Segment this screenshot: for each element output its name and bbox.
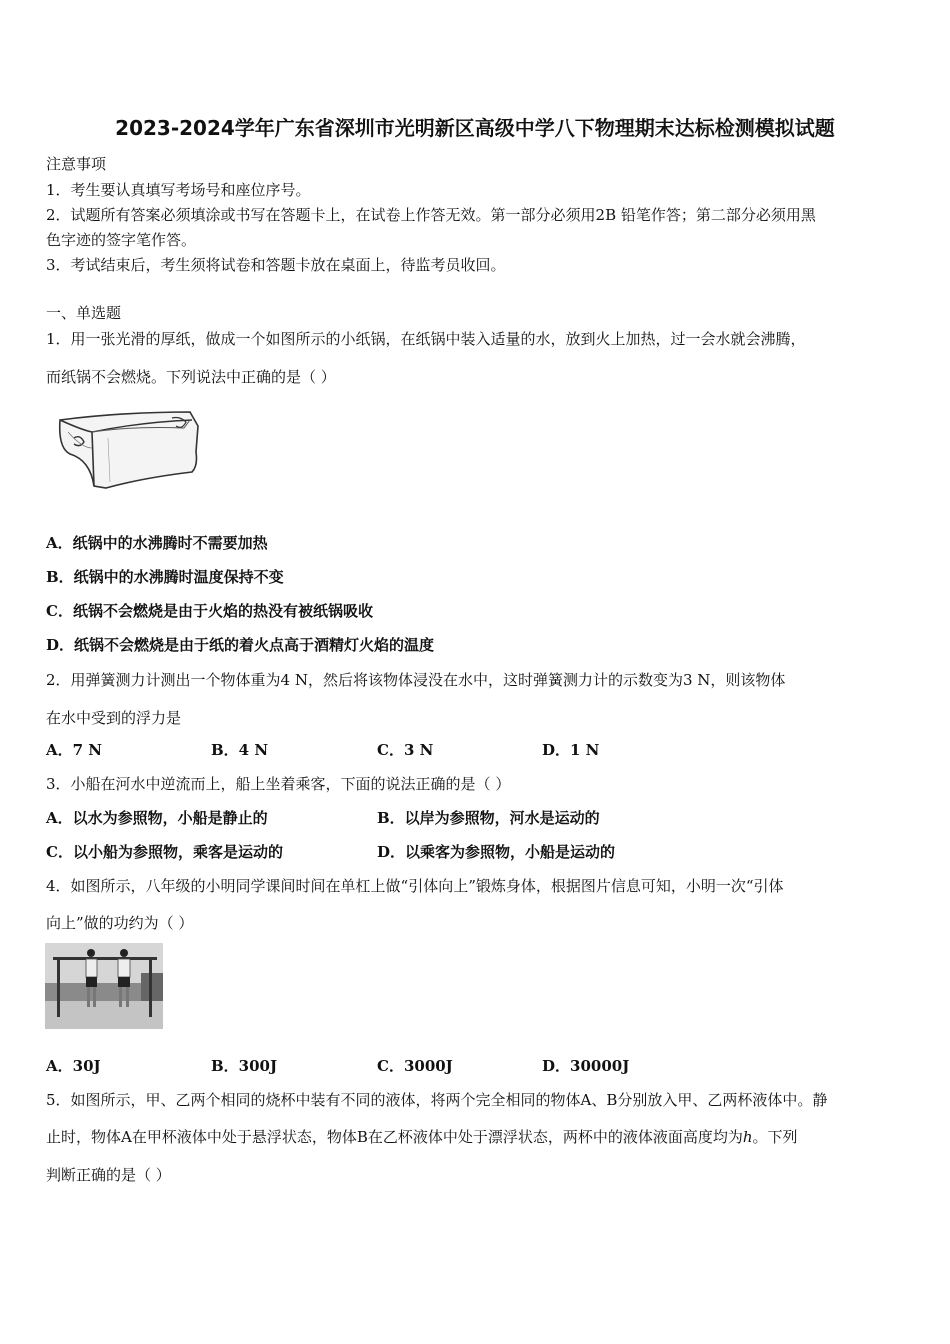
question-4-option-b: B．300J [211, 1057, 278, 1075]
question-2-option-b: B．4 N [211, 741, 269, 759]
section-heading: 一、单选题 [46, 304, 122, 322]
notice-item: 2．试题所有答案必须填涂或书写在答题卡上，在试卷上作答无效。第一部分必须用2B 铅笔作答；第二部分必须用黑 [46, 206, 816, 224]
question-3-option-a: A．以水为参照物，小船是静止的 [46, 809, 268, 827]
paper-pot-figure [52, 408, 204, 492]
question-4-option-d: D．30000J [542, 1057, 630, 1075]
question-1-option-c: C．纸锅不会燃烧是由于火焰的热没有被纸锅吸收 [46, 602, 373, 620]
pull-up-photo [45, 943, 163, 1029]
question-3-option-c: C．以小船为参照物，乘客是运动的 [46, 843, 283, 861]
question-3-option-d: D．以乘客为参照物，小船是运动的 [377, 843, 616, 861]
notice-item: 3．考试结束后，考生须将试卷和答题卡放在桌面上，待监考员收回。 [46, 256, 506, 274]
question-5-text: 判断正确的是（ ） [46, 1166, 171, 1184]
question-5-text-part: 。下列 [752, 1128, 798, 1146]
page-title: 2023-2024学年广东省深圳市光明新区高级中学八下物理期末达标检测模拟试题 [115, 116, 835, 140]
notice-item: 1．考生要认真填写考场号和座位序号。 [46, 181, 311, 199]
question-1-text: 而纸锅不会燃烧。下列说法中正确的是（ ） [46, 368, 336, 386]
question-4-text: 4．如图所示，八年级的小明同学课间时间在单杠上做“引体向上”锻炼身体，根据图片信息可知，小明一次“引体 [46, 877, 784, 895]
question-1-text: 1．用一张光滑的厚纸，做成一个如图所示的小纸锅，在纸锅中装入适量的水，放到火上加热，过一会水就会沸腾， [46, 330, 806, 348]
height-variable: h [742, 1128, 753, 1146]
notice-heading: 注意事项 [46, 155, 107, 173]
question-3-option-b: B．以岸为参照物，河水是运动的 [377, 809, 600, 827]
question-1-option-a: A．纸锅中的水沸腾时不需要加热 [46, 534, 268, 552]
notice-item: 色字迹的签字笔作答。 [46, 231, 197, 249]
question-4-option-c: C．3000J [377, 1057, 453, 1075]
question-5-text [46, 1126, 798, 1147]
question-1-option-b: B．纸锅中的水沸腾时温度保持不变 [46, 568, 284, 586]
question-2-option-c: C．3 N [377, 741, 434, 759]
question-2-text: 2．用弹簧测力计测出一个物体重为4 N，然后将该物体浸没在水中，这时弹簧测力计的示数变为3 N，则该物体 [46, 671, 786, 689]
question-3-text: 3．小船在河水中逆流而上，船上坐着乘客，下面的说法正确的是（ ） [46, 775, 511, 793]
question-1-option-d: D．纸锅不会燃烧是由于纸的着火点高于酒精灯火焰的温度 [46, 636, 435, 654]
question-4-text: 向上”做的功约为（ ） [46, 914, 194, 932]
question-2-option-a: A．7 N [46, 741, 103, 759]
question-4-option-a: A．30J [46, 1057, 101, 1075]
question-2-text: 在水中受到的浮力是 [46, 709, 182, 727]
question-5-text: 5．如图所示，甲、乙两个相同的烧杯中装有不同的液体，将两个完全相同的物体A、B分别放入甲、乙两杯液体中。静 [46, 1091, 828, 1109]
question-5-text-part: 止时，物体A在甲杯液体中处于悬浮状态，物体B在乙杯液体中处于漂浮状态，两杯中的液体液面高度均为 [46, 1128, 743, 1146]
question-2-option-d: D．1 N [542, 741, 600, 759]
